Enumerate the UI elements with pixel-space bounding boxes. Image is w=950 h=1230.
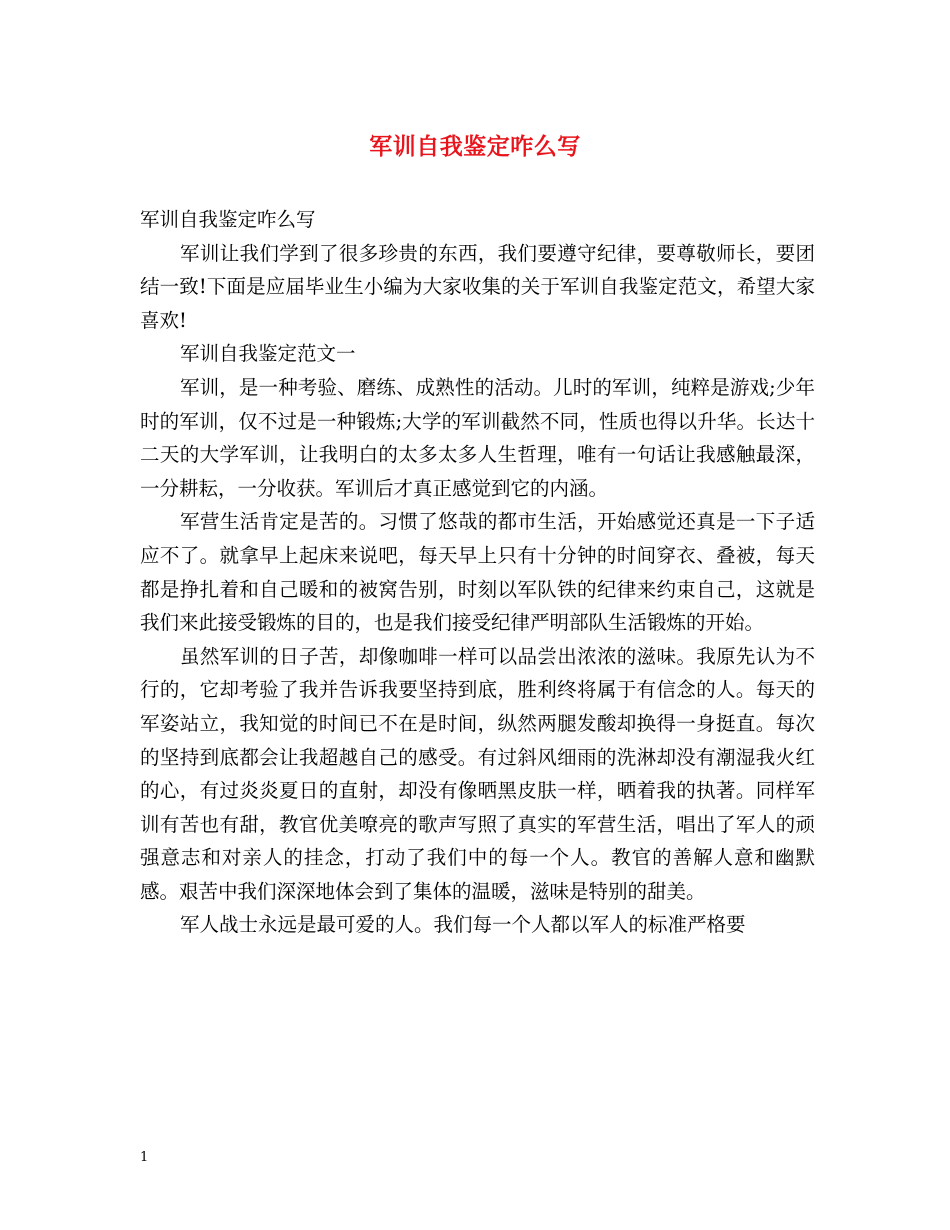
document-title: 军训自我鉴定咋么写 [369, 133, 581, 160]
paragraph: 军营生活肯定是苦的。习惯了悠哉的都市生活，开始感觉还真是一下子适应不了。就拿早上起床来说吧，每天早上只有十分钟的时间穿衣、叠被，每天都是挣扎着和自己暖和的被窝告别，时刻以军队铁的纪律来约束自己，这就是我们来此接受锻炼的目的，也是我们接受纪律严明部队生活锻炼的开始。 [140, 510, 815, 635]
page-number: 1 [140, 1150, 149, 1165]
document-body [140, 203, 815, 942]
paragraph-intro: 军训让我们学到了很多珍贵的东西，我们要遵守纪律，要尊敬师长，要团结一致!下面是应届毕业生小编为大家收集的关于军训自我鉴定范文，希望大家喜欢! [140, 241, 815, 332]
paragraph: 军人战士永远是最可爱的人。我们每一个人都以军人的标准严格要 [180, 913, 746, 937]
paragraph: 军训，是一种考验、磨练、成熟性的活动。儿时的军训，纯粹是游戏;少年时的军训，仅不过是一种锻炼;大学的军训截然不同，性质也得以升华。长达十二天的大学军训，让我明白的太多太多人生哲理，唯有一句话让我感触最深，一分耕耘，一分收获。军训后才真正感觉到它的内涵。 [140, 375, 815, 500]
section-heading: 军训自我鉴定范文一 [180, 342, 356, 366]
paragraph: 虽然军训的日子苦，却像咖啡一样可以品尝出浓浓的滋味。我原先认为不行的，它却考验了我并告诉我要坚持到底，胜利终将属于有信念的人。每天的军姿站立，我知觉的时间已不在是时间，纵然两腿发酸却换得一身挺直。每次的坚持到底都会让我超越自己的感受。有过斜风细雨的洗淋却没有潮湿我火红的心，有过炎炎夏日的直射，却没有像晒黑皮肤一样，晒着我的执著。同样军训有苦也有甜，教官优美嘹亮的歌声写照了真实的军营生活，唱出了军人的顽强意志和对亲人的挂念，打动了我们中的每一个人。教官的善解人意和幽默感。艰苦中我们深深地体会到了集体的温暖，滋味是特别的甜美。 [140, 644, 815, 903]
paragraph-heading: 军训自我鉴定咋么写 [140, 208, 316, 231]
